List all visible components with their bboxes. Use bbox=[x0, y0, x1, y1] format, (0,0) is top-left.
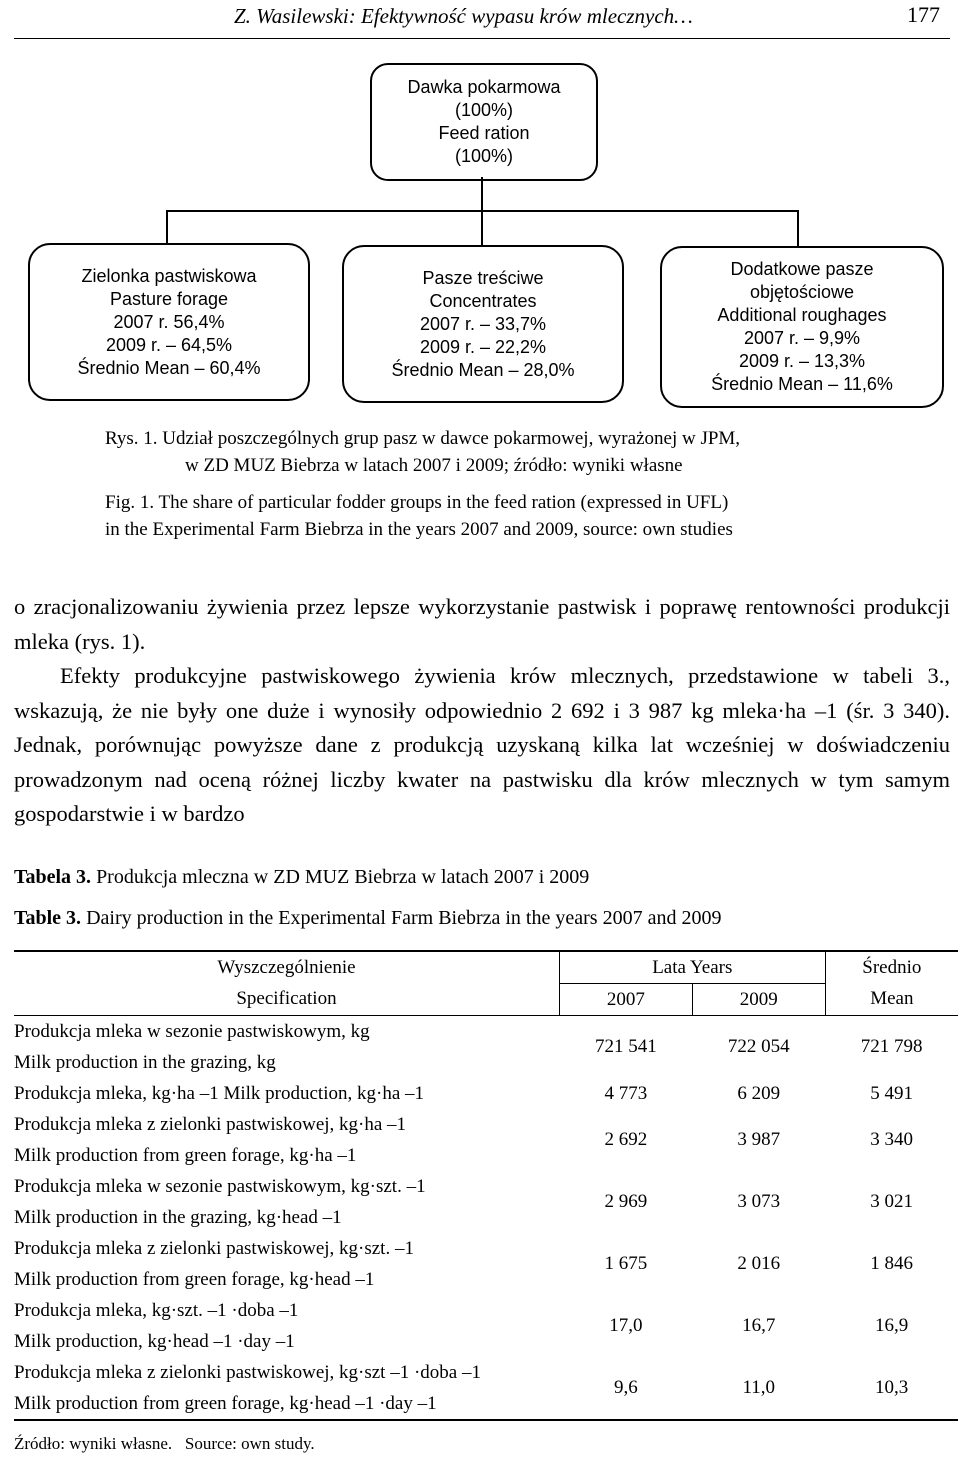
table-header-row bbox=[14, 951, 958, 984]
diagram-text: Średnio Mean – 60,4% bbox=[77, 357, 261, 378]
diagram-text: Dodatkowe pasze bbox=[730, 259, 874, 279]
cell-2009: 2 016 bbox=[737, 1253, 781, 1274]
diagram-text: objętościowe bbox=[749, 282, 855, 302]
table-source: Źródło: wyniki własne. Source: own study. bbox=[14, 1434, 315, 1453]
connector-line bbox=[481, 177, 483, 211]
diagram-text: Pasze treściwe bbox=[422, 267, 544, 288]
diagram-text: Średnio Mean – 28,0% bbox=[391, 359, 575, 380]
connector-line bbox=[166, 210, 168, 244]
body-text bbox=[14, 590, 950, 832]
table-row bbox=[14, 1109, 958, 1171]
table-row bbox=[14, 1357, 958, 1420]
table-body bbox=[14, 1016, 958, 1421]
cell-2009: 722 054 bbox=[727, 1036, 790, 1057]
row-label-pl: Produkcja mleka z zielonki pastwiskowej, kg·szt –1 ·doba –1 bbox=[14, 1362, 481, 1383]
cell-2007: 2 692 bbox=[604, 1129, 648, 1150]
row-label bbox=[14, 1233, 559, 1295]
page-number: 177 bbox=[907, 2, 940, 27]
table-title-text: Produkcja mleczna w ZD MUZ Biebrza w latach 2007 i 2009 bbox=[96, 866, 590, 888]
diagram-text: 2009 r. – 22,2% bbox=[419, 336, 547, 357]
cell-2009: 3 073 bbox=[737, 1191, 781, 1212]
cell-2007: 2 969 bbox=[604, 1191, 648, 1212]
diagram-text: (100%) bbox=[454, 146, 514, 166]
diagram-text: Additional roughages bbox=[717, 305, 887, 325]
paragraph: Efekty produkcyjne pastwiskowego żywienia krów mlecznych, przedstawione w tabeli 3., wskazują, że nie były one duże i wynosiły odpowiednio 2 692 i 3 987 kg mleka·ha –1 (śr. 3 340). Jednak, porównując powyższe dane z produkcją uzyskaną kilka lat wcześniej w doświadczeniu prowadzonym nad oceną różnej liczby kwater na pastwisku dla krów mlecznych w tym samym gospodarstwie i w bardzo bbox=[14, 663, 950, 826]
cell-2007: 17,0 bbox=[609, 1315, 643, 1336]
row-label-en: Milk production, kg·head –1 ·day –1 bbox=[14, 1331, 295, 1352]
figure-caption-pl bbox=[105, 425, 740, 479]
table-label: Tabela 3. bbox=[14, 866, 92, 888]
diagram-text: 2009 r. – 13,3% bbox=[738, 351, 866, 371]
cell-2009: 3 987 bbox=[737, 1129, 781, 1150]
row-label-pl: Produkcja mleka, kg·ha –1 Milk production, kg·ha –1 bbox=[14, 1083, 425, 1104]
row-label bbox=[14, 1109, 559, 1171]
header-spec-en: Specification bbox=[14, 984, 559, 1016]
table-title-text: Dairy production in the Experimental Farm Biebrza in the years 2007 and 2009 bbox=[86, 907, 722, 929]
table-row bbox=[14, 1233, 958, 1295]
dairy-production-table bbox=[14, 950, 958, 1421]
row-label-pl: Produkcja mleka w sezonie pastwiskowym, kg·szt. –1 bbox=[14, 1176, 426, 1197]
cell-2009: 6 209 bbox=[737, 1082, 781, 1104]
table-row bbox=[14, 1078, 958, 1109]
table-row bbox=[14, 1171, 958, 1233]
table-title-pl bbox=[14, 866, 589, 889]
cell-mean: 3 021 bbox=[870, 1191, 913, 1212]
row-label-en: Milk production from green forage, kg·head –1 ·day –1 bbox=[14, 1393, 437, 1414]
cell-2009: 16,7 bbox=[742, 1315, 776, 1336]
header-years: Lata Years bbox=[559, 951, 825, 984]
row-label bbox=[14, 1357, 559, 1420]
cell-mean: 5 491 bbox=[870, 1082, 913, 1104]
caption-line: in the Experimental Farm Biebrza in the years 2007 and 2009, source: own studies bbox=[105, 519, 733, 540]
running-title: Z. Wasilewski: Efektywność wypasu krów mlecznych… bbox=[234, 4, 693, 28]
connector-line bbox=[797, 210, 799, 247]
row-label-en: Milk production from green forage, kg·head –1 bbox=[14, 1269, 375, 1290]
cell-mean: 1 846 bbox=[870, 1253, 913, 1274]
table-row bbox=[14, 1295, 958, 1357]
cell-2009: 11,0 bbox=[692, 1357, 825, 1420]
row-label-pl: Produkcja mleka, kg·szt. –1 ·doba –1 bbox=[14, 1300, 299, 1321]
header-2009: 2009 bbox=[692, 984, 825, 1016]
diagram-box-pasture-forage bbox=[28, 243, 310, 401]
diagram-text: Pasture forage bbox=[109, 288, 229, 309]
row-label-pl: Produkcja mleka z zielonki pastwiskowej, kg·szt. –1 bbox=[14, 1238, 414, 1259]
row-label bbox=[14, 1295, 559, 1357]
diagram-text: 2007 r. 56,4% bbox=[113, 311, 225, 332]
connector-line bbox=[481, 210, 483, 246]
running-header bbox=[14, 0, 950, 39]
row-label-en: Milk production in the grazing, kg·head –1 bbox=[14, 1207, 342, 1228]
cell-2007: 4 773 bbox=[604, 1082, 648, 1104]
row-label-pl: Produkcja mleka z zielonki pastwiskowej, kg·ha –1 bbox=[14, 1114, 407, 1135]
diagram-box-additional-roughages bbox=[660, 246, 944, 408]
diagram-text: 2009 r. – 64,5% bbox=[105, 334, 233, 355]
diagram-text: Średnio Mean – 11,6% bbox=[711, 374, 893, 394]
diagram-text: (100%) bbox=[454, 100, 514, 120]
row-label bbox=[14, 1078, 559, 1109]
table-header-row bbox=[14, 984, 958, 1016]
diagram-text: Dawka pokarmowa bbox=[407, 77, 561, 97]
row-label bbox=[14, 1171, 559, 1233]
cell-mean: 16,9 bbox=[874, 1315, 909, 1336]
cell-2007: 9,6 bbox=[559, 1357, 692, 1420]
figure-caption-en bbox=[105, 489, 733, 543]
diagram-text: Concentrates bbox=[429, 290, 537, 311]
diagram-text: Zielonka pastwiskowa bbox=[81, 265, 257, 286]
table-row bbox=[14, 1016, 958, 1079]
paragraph: o zracjonalizowaniu żywienia przez lepsze wykorzystanie pastwisk i poprawę rentowności produkcji mleka (rys. 1). bbox=[14, 594, 950, 654]
row-label-pl: Produkcja mleka w sezonie pastwiskowym, kg bbox=[14, 1021, 370, 1042]
table-title-en bbox=[14, 907, 721, 930]
row-label-en: Milk production from green forage, kg·ha –1 bbox=[14, 1145, 357, 1166]
row-label-en: Milk production in the grazing, kg bbox=[14, 1052, 276, 1073]
diagram-text: 2007 r. – 9,9% bbox=[743, 328, 861, 348]
cell-2007: 721 541 bbox=[595, 1036, 657, 1057]
diagram-root-box bbox=[370, 63, 598, 181]
caption-line: Fig. 1. The share of particular fodder groups in the feed ration (expressed in UFL) bbox=[105, 492, 729, 513]
table-label: Table 3. bbox=[14, 907, 82, 929]
header-2007: 2007 bbox=[559, 984, 692, 1016]
diagram-box-concentrates bbox=[342, 245, 624, 403]
cell-mean: 10,3 bbox=[825, 1357, 958, 1420]
caption-line: w ZD MUZ Biebrza w latach 2007 i 2009; źródło: wyniki własne bbox=[185, 455, 683, 476]
diagram-text: 2007 r. – 33,7% bbox=[419, 313, 547, 334]
diagram-text: Feed ration bbox=[438, 123, 530, 143]
header-spec-pl: Wyszczególnienie bbox=[14, 951, 559, 984]
header-mean-en: Mean bbox=[825, 984, 958, 1016]
cell-mean: 3 340 bbox=[870, 1129, 913, 1150]
caption-line: Rys. 1. Udział poszczególnych grup pasz w dawce pokarmowej, wyrażonej w JPM, bbox=[105, 428, 741, 449]
header-mean-pl: Średnio bbox=[825, 951, 958, 984]
cell-2007: 1 675 bbox=[604, 1253, 648, 1274]
cell-mean: 721 798 bbox=[860, 1036, 923, 1057]
row-label bbox=[14, 1016, 559, 1079]
